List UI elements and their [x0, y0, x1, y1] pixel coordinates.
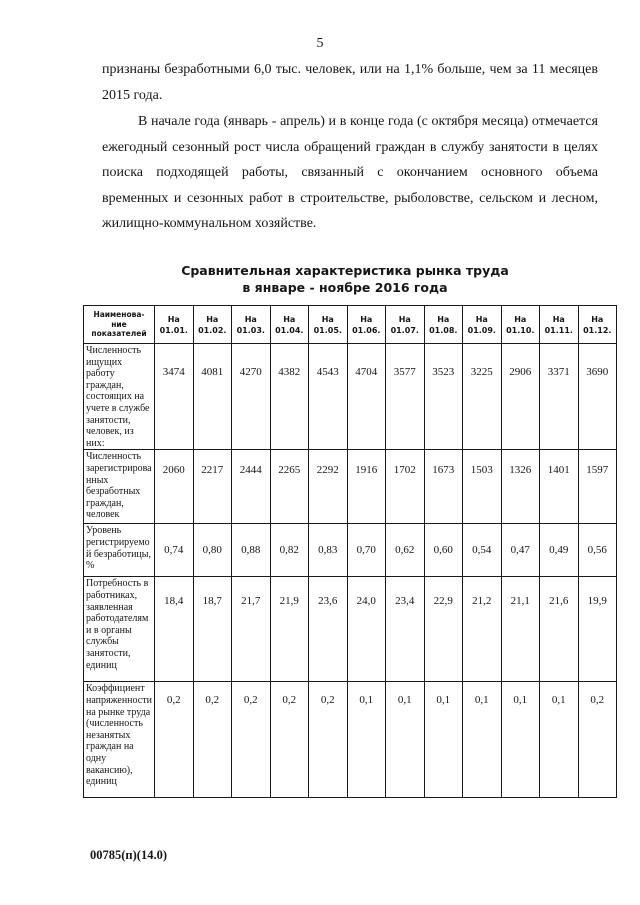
column-header-prefix: На — [398, 314, 411, 324]
table-cell: 2060 — [155, 450, 194, 524]
table-header-row — [84, 306, 617, 344]
column-header-prefix: На — [591, 314, 604, 324]
column-header-prefix: На — [437, 314, 450, 324]
column-header-prefix: На — [244, 314, 257, 324]
column-header — [501, 306, 540, 344]
table-cell: 1916 — [347, 450, 386, 524]
table-cell: 18,7 — [193, 577, 232, 682]
table-cell: 2444 — [232, 450, 271, 524]
column-header — [309, 306, 348, 344]
table-cell: 0,1 — [386, 682, 425, 798]
table-cell: 2906 — [501, 344, 540, 450]
table-cell: 0,49 — [540, 524, 579, 577]
row-label: Численность зарегистрированных безработных граждан, человек — [84, 450, 155, 524]
table-cell: 0,1 — [501, 682, 540, 798]
table-cell: 1326 — [501, 450, 540, 524]
row-label: Коэффициент напряженности на рынке труда (численность незанятых граждан на одну вакансию), единиц — [84, 682, 155, 798]
table-cell: 0,1 — [463, 682, 502, 798]
table-cell: 0,60 — [424, 524, 463, 577]
table-cell: 4382 — [270, 344, 309, 450]
column-header — [232, 306, 271, 344]
table-cell: 2265 — [270, 450, 309, 524]
column-header-prefix: На — [475, 314, 488, 324]
table-cell: 3371 — [540, 344, 579, 450]
page-number: 5 — [316, 36, 324, 51]
labor-market-table — [83, 305, 617, 798]
table-cell: 0,2 — [270, 682, 309, 798]
column-header — [424, 306, 463, 344]
table-cell: 21,6 — [540, 577, 579, 682]
table-cell: 3523 — [424, 344, 463, 450]
table-cell: 19,9 — [578, 577, 617, 682]
table-cell: 4081 — [193, 344, 232, 450]
column-header — [270, 306, 309, 344]
column-header-date: 01.03. — [236, 325, 265, 335]
table-cell: 0,54 — [463, 524, 502, 577]
table-cell: 0,2 — [578, 682, 617, 798]
column-header-date: 01.05. — [313, 325, 342, 335]
table-cell: 2217 — [193, 450, 232, 524]
table-cell: 3474 — [155, 344, 194, 450]
column-header — [155, 306, 194, 344]
column-header-date: 01.04. — [275, 325, 304, 335]
table-cell: 0,83 — [309, 524, 348, 577]
table-cell: 21,1 — [501, 577, 540, 682]
table-cell: 3577 — [386, 344, 425, 450]
table-cell: 18,4 — [155, 577, 194, 682]
table-cell: 0,2 — [193, 682, 232, 798]
table-cell: 24,0 — [347, 577, 386, 682]
table-cell: 4704 — [347, 344, 386, 450]
column-header-date: 01.06. — [352, 325, 381, 335]
table-cell: 0,74 — [155, 524, 194, 577]
column-header — [578, 306, 617, 344]
table-row — [84, 344, 617, 450]
table-row — [84, 577, 617, 682]
table-cell: 0,2 — [232, 682, 271, 798]
table-cell: 0,1 — [424, 682, 463, 798]
column-header-date: 01.10. — [506, 325, 535, 335]
table-cell: 0,56 — [578, 524, 617, 577]
table-cell: 4543 — [309, 344, 348, 450]
column-header-date: 01.11. — [544, 325, 573, 335]
column-header-prefix: На — [552, 314, 565, 324]
table-title-line-2: в январе - ноябре 2016 года — [242, 280, 448, 295]
table-cell: 2292 — [309, 450, 348, 524]
column-header-date: 01.09. — [467, 325, 496, 335]
row-header-cell: Наименова-ние показателей — [84, 306, 155, 344]
table-cell: 0,1 — [347, 682, 386, 798]
column-header-prefix: На — [283, 314, 296, 324]
column-header-prefix: На — [167, 314, 180, 324]
table-cell: 0,62 — [386, 524, 425, 577]
paragraph-1: признаны безработными 6,0 тыс. человек, или на 1,1% больше, чем за 11 месяцев 2015 года. — [102, 62, 598, 103]
row-label: Потребность в работниках, заявленная работодателями в органы службы занятости, единиц — [84, 577, 155, 682]
table-title — [60, 262, 630, 296]
column-header-prefix: На — [206, 314, 219, 324]
table-cell: 1702 — [386, 450, 425, 524]
table-cell: 21,2 — [463, 577, 502, 682]
table-cell: 0,82 — [270, 524, 309, 577]
table-cell: 1503 — [463, 450, 502, 524]
column-header-prefix: На — [360, 314, 373, 324]
table-row — [84, 450, 617, 524]
table-cell: 0,80 — [193, 524, 232, 577]
row-label: Численность ищущих работу граждан, состоящих на учете в службе занятости, человек, из них: — [84, 344, 155, 450]
column-header — [193, 306, 232, 344]
column-header-date: 01.12. — [583, 325, 612, 335]
table-cell: 3225 — [463, 344, 502, 450]
table-cell: 0,2 — [309, 682, 348, 798]
column-header — [463, 306, 502, 344]
table-cell: 3690 — [578, 344, 617, 450]
column-header — [386, 306, 425, 344]
table-row — [84, 682, 617, 798]
footer-code: 00785(п)(14.0) — [90, 848, 167, 862]
table-cell: 1673 — [424, 450, 463, 524]
table-cell: 1401 — [540, 450, 579, 524]
table-cell: 1597 — [578, 450, 617, 524]
column-header-prefix: На — [514, 314, 527, 324]
table-cell: 0,88 — [232, 524, 271, 577]
table-cell: 0,47 — [501, 524, 540, 577]
table-cell: 21,7 — [232, 577, 271, 682]
table-row — [84, 524, 617, 577]
table-title-line-1: Сравнительная характеристика рынка труда — [181, 263, 509, 278]
column-header-date: 01.02. — [198, 325, 227, 335]
column-header-prefix: На — [321, 314, 334, 324]
table-cell: 0,70 — [347, 524, 386, 577]
column-header-date: 01.07. — [390, 325, 419, 335]
table-cell: 4270 — [232, 344, 271, 450]
table-cell: 0,1 — [540, 682, 579, 798]
column-header — [347, 306, 386, 344]
column-header — [540, 306, 579, 344]
table-body — [84, 306, 617, 798]
table-cell: 23,6 — [309, 577, 348, 682]
table-cell: 0,2 — [155, 682, 194, 798]
table-cell: 21,9 — [270, 577, 309, 682]
column-header-date: 01.08. — [429, 325, 458, 335]
column-header-date: 01.01. — [159, 325, 188, 335]
row-label: Уровень регистрируемой безработицы, % — [84, 524, 155, 577]
paragraph-2: В начале года (январь - апрель) и в конце года (с октября месяца) отмечается ежегодный сезонный рост числа обращений граждан в службу занятости в целях поиска подходящей работы, связанный с окончанием основного объема временных и сезонных работ в строительстве, рыболовстве, сельском и лесном, жилищно-коммунальном хозяйстве. — [102, 114, 598, 231]
table-cell: 23,4 — [386, 577, 425, 682]
table-cell: 22,9 — [424, 577, 463, 682]
